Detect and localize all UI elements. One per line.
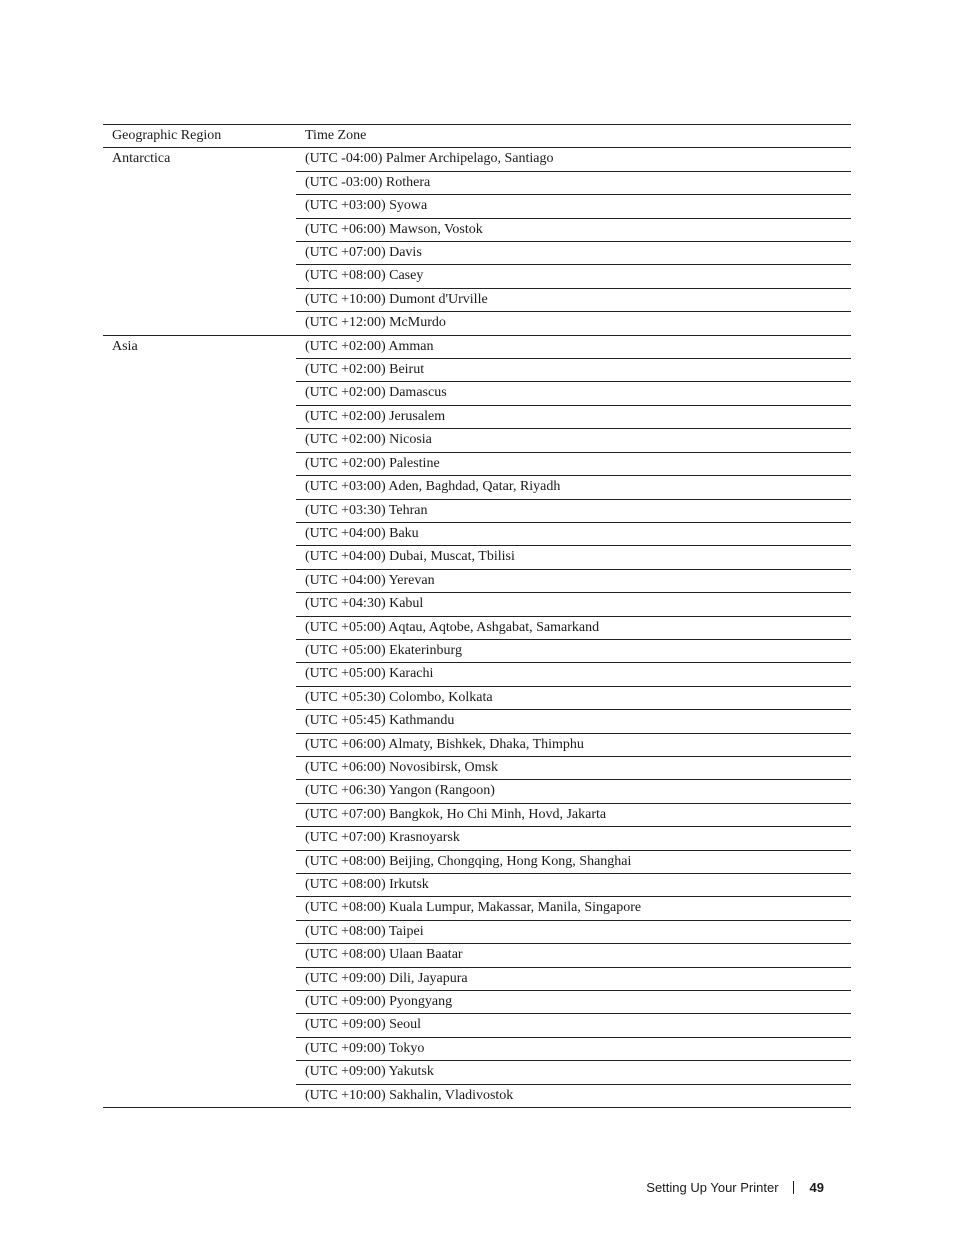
table-row: [103, 148, 851, 171]
time-zone-cell: (UTC +02:00) Beirut: [296, 359, 851, 382]
time-zone-cell: (UTC +07:00) Davis: [296, 242, 851, 265]
time-zone-cell: (UTC +07:00) Bangkok, Ho Chi Minh, Hovd, Jakarta: [296, 803, 851, 826]
region-cell-empty: [103, 476, 296, 499]
table-body: [103, 148, 851, 1108]
region-cell-empty: [103, 382, 296, 405]
region-cell-empty: [103, 1061, 296, 1084]
time-zone-cell: (UTC +03:30) Tehran: [296, 499, 851, 522]
region-cell-empty: [103, 546, 296, 569]
region-cell-empty: [103, 593, 296, 616]
table-row: [103, 756, 851, 779]
time-zone-cell: (UTC +04:30) Kabul: [296, 593, 851, 616]
time-zone-cell: (UTC +08:00) Beijing, Chongqing, Hong Kong, Shanghai: [296, 850, 851, 873]
table-row: [103, 218, 851, 241]
time-zone-cell: (UTC +02:00) Amman: [296, 335, 851, 358]
table-row: [103, 803, 851, 826]
region-cell-empty: [103, 663, 296, 686]
region-cell-empty: [103, 312, 296, 335]
region-cell-empty: [103, 242, 296, 265]
region-cell-empty: [103, 195, 296, 218]
time-zone-cell: (UTC +04:00) Dubai, Muscat, Tbilisi: [296, 546, 851, 569]
table-row: [103, 265, 851, 288]
table-row: [103, 476, 851, 499]
time-zone-cell: (UTC +09:00) Yakutsk: [296, 1061, 851, 1084]
region-cell-empty: [103, 991, 296, 1014]
region-cell-empty: [103, 686, 296, 709]
region-cell-empty: [103, 569, 296, 592]
table-header: [103, 125, 851, 148]
region-cell-empty: [103, 920, 296, 943]
time-zone-cell: (UTC -04:00) Palmer Archipelago, Santiago: [305, 151, 554, 167]
region-cell-empty: [103, 265, 296, 288]
table-row: [103, 288, 851, 311]
time-zone-cell: (UTC +03:00) Syowa: [296, 195, 851, 218]
region-cell-empty: [103, 1014, 296, 1037]
table-row: [103, 920, 851, 943]
region-cell-empty: [103, 944, 296, 967]
page-number: 49: [809, 1180, 824, 1195]
table-row: [103, 780, 851, 803]
time-zone-cell: (UTC +02:00) Nicosia: [296, 429, 851, 452]
table-row: [103, 382, 851, 405]
region-cell: Asia: [103, 335, 296, 358]
region-cell-empty: [103, 429, 296, 452]
time-zone-cell: (UTC +04:00) Baku: [296, 522, 851, 545]
region-cell-empty: [103, 288, 296, 311]
time-zone-cell: (UTC -03:00) Rothera: [296, 171, 851, 194]
time-zone-cell: (UTC +08:00) Casey: [296, 265, 851, 288]
page-footer: [646, 1180, 824, 1195]
time-zone-cell: (UTC +08:00) Irkutsk: [296, 874, 851, 897]
time-zone-cell: (UTC +02:00) Jerusalem: [296, 405, 851, 428]
time-zone-cell: (UTC +05:00) Aqtau, Aqtobe, Ashgabat, Samarkand: [296, 616, 851, 639]
time-zone-cell: (UTC +09:00) Seoul: [296, 1014, 851, 1037]
region-cell-empty: [103, 639, 296, 662]
region-cell-empty: [103, 616, 296, 639]
time-zone-cell: (UTC +03:00) Aden, Baghdad, Qatar, Riyadh: [296, 476, 851, 499]
region-cell-empty: [103, 522, 296, 545]
table-row: [103, 195, 851, 218]
time-zone-cell: (UTC +05:30) Colombo, Kolkata: [296, 686, 851, 709]
table-row: [103, 499, 851, 522]
time-zone-cell: (UTC +05:45) Kathmandu: [296, 710, 851, 733]
table-row: [103, 616, 851, 639]
time-zone-cell: (UTC +09:00) Tokyo: [296, 1037, 851, 1060]
table-row: [103, 710, 851, 733]
table-row: [103, 452, 851, 475]
header-time-zone: Time Zone: [296, 125, 851, 148]
table-row: [103, 546, 851, 569]
region-cell-empty: [103, 405, 296, 428]
region-cell-empty: [103, 733, 296, 756]
table-row: [103, 1014, 851, 1037]
region-cell-empty: [103, 1037, 296, 1060]
header-geographic-region: Geographic Region: [103, 125, 296, 148]
table-row: [103, 242, 851, 265]
region-cell-empty: [103, 171, 296, 194]
time-zone-cell: (UTC +02:00) Palestine: [296, 452, 851, 475]
table-row: [103, 335, 851, 358]
table-row: [103, 874, 851, 897]
table-row: [103, 686, 851, 709]
table-row: [103, 944, 851, 967]
region-cell-empty: [103, 756, 296, 779]
region-cell-empty: [103, 803, 296, 826]
region-cell-empty: [103, 499, 296, 522]
region-cell-empty: [103, 827, 296, 850]
table-row: [103, 1084, 851, 1107]
table-row: [103, 429, 851, 452]
region-cell-empty: [103, 850, 296, 873]
time-zone-cell: (UTC +10:00) Sakhalin, Vladivostok: [296, 1084, 851, 1107]
region-cell: Antarctica: [112, 151, 171, 167]
time-zone-cell: (UTC +04:00) Yerevan: [296, 569, 851, 592]
time-zone-cell: (UTC +06:00) Mawson, Vostok: [296, 218, 851, 241]
region-cell-empty: [103, 452, 296, 475]
time-zone-cell: (UTC +06:00) Almaty, Bishkek, Dhaka, Thimphu: [296, 733, 851, 756]
time-zone-cell: (UTC +06:30) Yangon (Rangoon): [296, 780, 851, 803]
footer-section-title: Setting Up Your Printer: [646, 1180, 779, 1195]
table-row: [103, 967, 851, 990]
table-row: [103, 639, 851, 662]
footer-separator: [793, 1181, 794, 1194]
time-zone-cell: (UTC +06:00) Novosibirsk, Omsk: [296, 756, 851, 779]
time-zone-cell: (UTC +09:00) Pyongyang: [296, 991, 851, 1014]
time-zone-cell: (UTC +08:00) Taipei: [296, 920, 851, 943]
time-zone-table: [103, 124, 851, 1108]
time-zone-cell: (UTC +08:00) Kuala Lumpur, Makassar, Manila, Singapore: [296, 897, 851, 920]
table-row: [103, 897, 851, 920]
table-row: [103, 827, 851, 850]
table-row: [103, 663, 851, 686]
region-cell-empty: [103, 710, 296, 733]
table-row: [103, 850, 851, 873]
region-cell-empty: [103, 359, 296, 382]
region-cell-empty: [103, 218, 296, 241]
table-row: [103, 171, 851, 194]
time-zone-cell: (UTC +02:00) Damascus: [296, 382, 851, 405]
table-row: [103, 522, 851, 545]
region-cell-empty: [103, 967, 296, 990]
time-zone-cell: (UTC +12:00) McMurdo: [296, 312, 851, 335]
table-row: [103, 1061, 851, 1084]
time-zone-cell: (UTC +07:00) Krasnoyarsk: [296, 827, 851, 850]
table-row: [103, 733, 851, 756]
table-row: [103, 405, 851, 428]
table-row: [103, 991, 851, 1014]
table-row: [103, 593, 851, 616]
header-row: [103, 125, 851, 148]
time-zone-cell: (UTC +05:00) Ekaterinburg: [296, 639, 851, 662]
table-row: [103, 359, 851, 382]
time-zone-cell: (UTC +05:00) Karachi: [296, 663, 851, 686]
region-cell-empty: [103, 874, 296, 897]
table-row: [103, 312, 851, 335]
region-cell-empty: [103, 780, 296, 803]
time-zone-cell: (UTC +09:00) Dili, Jayapura: [296, 967, 851, 990]
region-cell-empty: [103, 897, 296, 920]
table-row: [103, 569, 851, 592]
time-zone-cell: (UTC +08:00) Ulaan Baatar: [296, 944, 851, 967]
table-row: [103, 1037, 851, 1060]
time-zone-cell: (UTC +10:00) Dumont d'Urville: [296, 288, 851, 311]
region-cell-empty: [103, 1084, 296, 1107]
